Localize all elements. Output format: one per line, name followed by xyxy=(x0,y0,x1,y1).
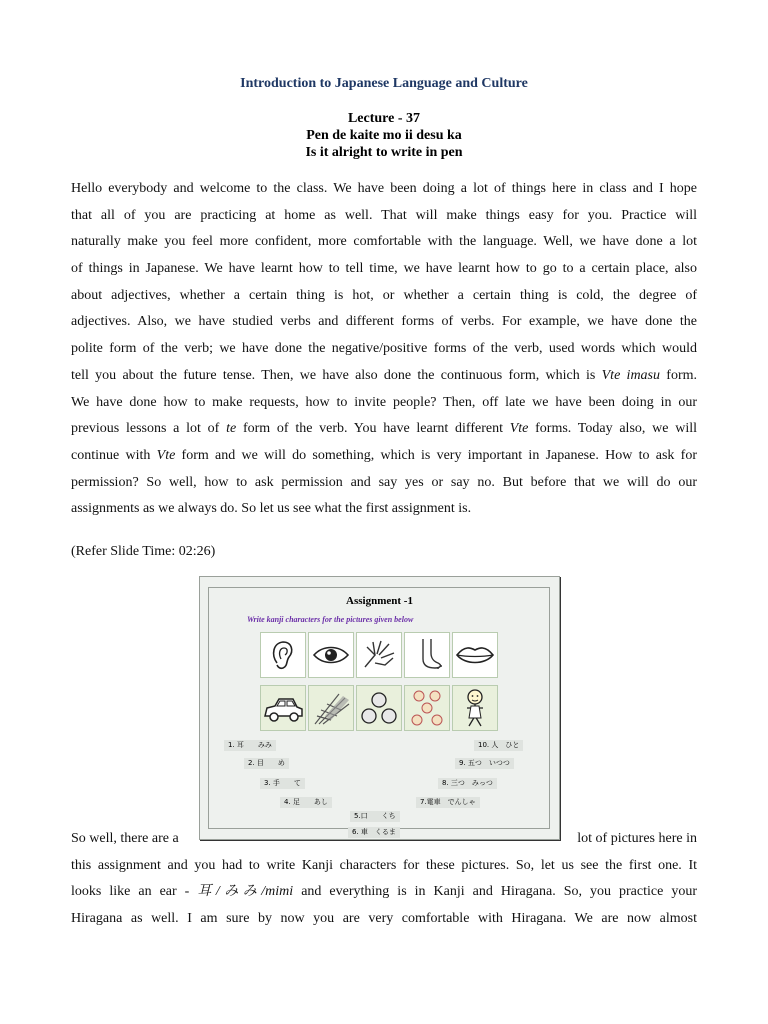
answer-10: 10. 人 ひと xyxy=(474,740,523,751)
answer-2: 2. 目 め xyxy=(244,758,289,769)
discussion-paragraph xyxy=(71,826,697,933)
answer-4: 4. 足 あし xyxy=(280,797,332,808)
mouth-icon xyxy=(452,632,498,678)
italic-term: te xyxy=(226,421,237,437)
text-line: adjectives. Also, we have studied verbs and different forms of verbs. For example, we have done the xyxy=(71,314,697,330)
text-line xyxy=(71,879,697,906)
text-run: forms. Today also, we will xyxy=(528,421,697,437)
text-run: form of the verb. You have learnt different xyxy=(236,421,510,437)
answer-7: 7.電車 でんしゃ xyxy=(416,797,480,808)
text-line: polite form of the verb; we have done the negative/positive forms of the verb, used words which would xyxy=(71,341,697,357)
lecture-heading xyxy=(0,110,768,161)
italic-term: Vte xyxy=(156,447,176,463)
eye-icon xyxy=(308,632,354,678)
answer-6: 6. 車 くるま xyxy=(348,827,400,838)
text-line: that all of you are practicing at home as well. That will make things easy for you. Practice will xyxy=(71,207,697,223)
answer-8: 8. 三つ みっつ xyxy=(438,778,497,789)
text-line: Hello everybody and welcome to the class. We have been doing a lot of things here in class and I hope xyxy=(71,181,697,196)
text-line: naturally make you feel more confident, more comfortable with the language. Well, we have done a lot xyxy=(71,234,697,250)
foot-icon xyxy=(404,632,450,678)
text-run: looks like an ear - xyxy=(71,884,198,900)
answer-9: 9. 五つ いつつ xyxy=(455,758,514,769)
person-icon xyxy=(452,685,498,731)
text-line xyxy=(71,826,697,853)
slide-time-reference: (Refer Slide Time: 02:26) xyxy=(71,544,216,559)
lecture-number: Lecture - 37 xyxy=(347,111,421,126)
text-run: continue with xyxy=(71,447,157,463)
answer-3: 3. 手 て xyxy=(260,778,305,789)
text-line xyxy=(71,443,697,470)
text-run: and everything is in Kanji and Hiragana. So, you practice your xyxy=(293,884,697,900)
three-apples-icon xyxy=(356,685,402,731)
five-apples-icon xyxy=(404,685,450,731)
text-line: of things in Japanese. We have learnt how to tell time, we have learnt how to go to a certain place, also xyxy=(71,261,697,277)
text-line xyxy=(71,363,697,390)
car-icon xyxy=(260,685,306,731)
ear-icon xyxy=(260,632,306,678)
text-line: permission? So well, how to ask permission and say yes or say no. But before that we will do our xyxy=(71,474,697,490)
assignment-slide xyxy=(199,576,560,840)
italic-term: Vte xyxy=(509,421,529,437)
answer-5: 5.口 くち xyxy=(350,811,400,822)
italic-term: Vte imasu xyxy=(601,367,661,383)
text-run: So well, there are a xyxy=(71,831,179,846)
text-line: We have done how to make requests, how to invite people? Then, off late we have been doing in our xyxy=(71,394,697,410)
text-line: assignments as we always do. So let us see what the first assignment is. xyxy=(71,501,472,517)
hand-icon xyxy=(356,632,402,678)
text-line: this assignment and you had to write Kanji characters for these pictures. So, let us see the first one. It xyxy=(71,857,697,873)
text-run: previous lessons a lot of xyxy=(71,421,227,437)
lecture-title-english: Is it alright to write in pen xyxy=(305,145,463,160)
intro-paragraph xyxy=(71,176,697,523)
italic-term: 耳/みみ/mimi xyxy=(197,884,294,900)
slide-title: Assignment -1 xyxy=(346,595,413,607)
answer-1: 1. 耳 みみ xyxy=(224,740,276,751)
train-icon xyxy=(308,685,354,731)
lecture-title-romaji: Pen de kaite mo ii desu ka xyxy=(306,128,462,143)
slide-instruction: Write kanji characters for the pictures given below xyxy=(247,615,414,624)
text-run: form. xyxy=(660,367,698,383)
text-line xyxy=(71,416,697,443)
course-title: Introduction to Japanese Language and Culture xyxy=(240,76,528,91)
text-run: lot of pictures here in xyxy=(577,831,697,846)
text-line: about adjectives, whether a certain thing is hot, or whether a certain thing is cold, the degree of xyxy=(71,287,697,303)
text-run: tell you about the future tense. Then, we have also done the continuous form, which is xyxy=(71,367,602,383)
text-line: Hiragana as well. I am sure by now you are very comfortable with Hiragana. We are now almost xyxy=(71,911,697,927)
text-run: form and we will do something, which is very important in Japanese. How to ask for xyxy=(175,447,697,463)
